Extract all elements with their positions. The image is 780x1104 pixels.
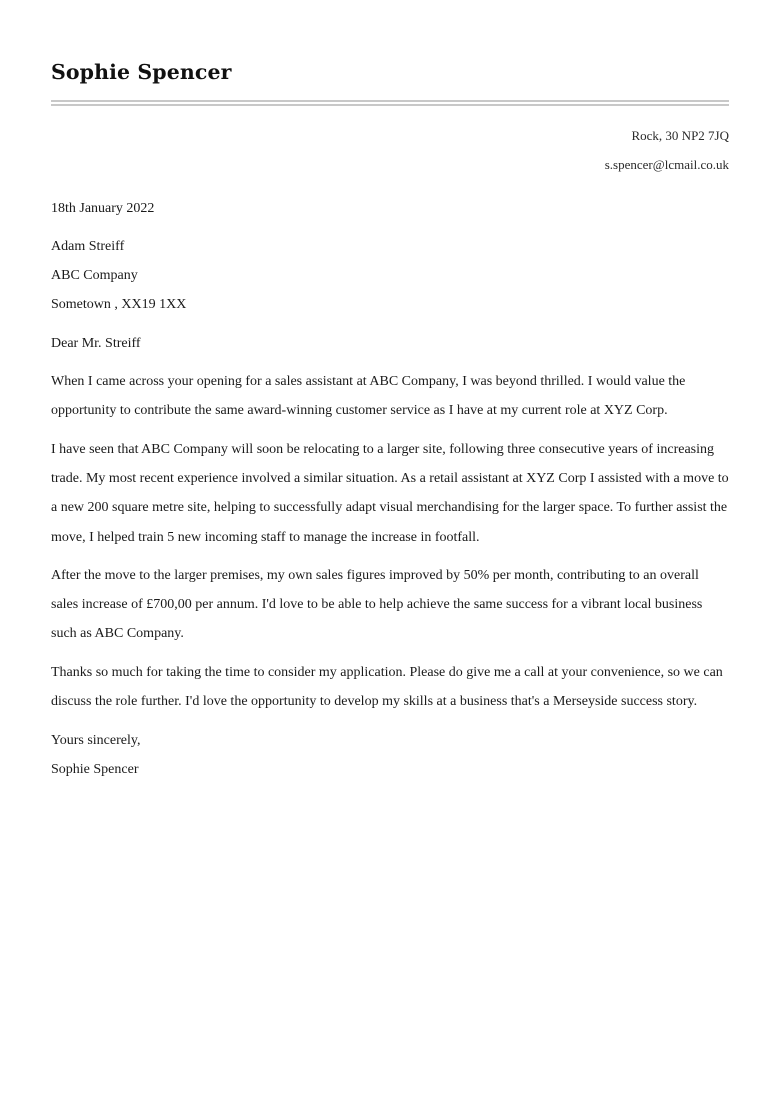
paragraph-4: Thanks so much for taking the time to consider my application. Please do give me a call at your convenience, so we can discuss the role further. I'd love the opportunity to develop my skills at a business that's a Merseyside success story.: [51, 665, 723, 710]
paragraph-3: After the move to the larger premises, my own sales figures improved by 50% per month, contributing to an overall sales increase of £700,00 per annum. I'd love to be able to help achieve the same success for a vibrant local business such as ABC Company.: [51, 568, 703, 642]
sender-address: Rock, 30 NP2 7JQ: [631, 128, 729, 143]
sender-email: s.spencer@lcmail.co.uk: [604, 157, 729, 172]
salutation: Dear Mr. Streiff: [51, 336, 141, 351]
paragraph-2: I have seen that ABC Company will soon be relocating to a larger site, following three consecutive years of increasing trade. My most recent experience involved a similar situation. As a retail assistant at XYZ Corp I assisted with a move to a new 200 square metre site, helping to successfully adapt visual merchandising for the larger space. To further assist the move, I helped train 5 new incoming staff to manage the increase in footfall.: [51, 442, 729, 545]
letter-date: 18th January 2022: [51, 201, 155, 216]
recipient-name: Adam Streiff: [51, 239, 125, 254]
paragraph-1: When I came across your opening for a sales assistant at ABC Company, I was beyond thrilled. I would value the opportunity to contribute the same award-winning customer service as I have at my current role at XYZ Corp.: [51, 374, 686, 419]
header-divider-bottom: [51, 104, 729, 106]
recipient-company: ABC Company: [51, 268, 138, 283]
recipient-address: Sometown , XX19 1XX: [51, 297, 187, 312]
header-divider-top: [51, 100, 729, 102]
closing: Yours sincerely,: [51, 733, 141, 748]
signature: Sophie Spencer: [51, 762, 139, 777]
sender-name: Sophie Spencer: [51, 60, 232, 84]
